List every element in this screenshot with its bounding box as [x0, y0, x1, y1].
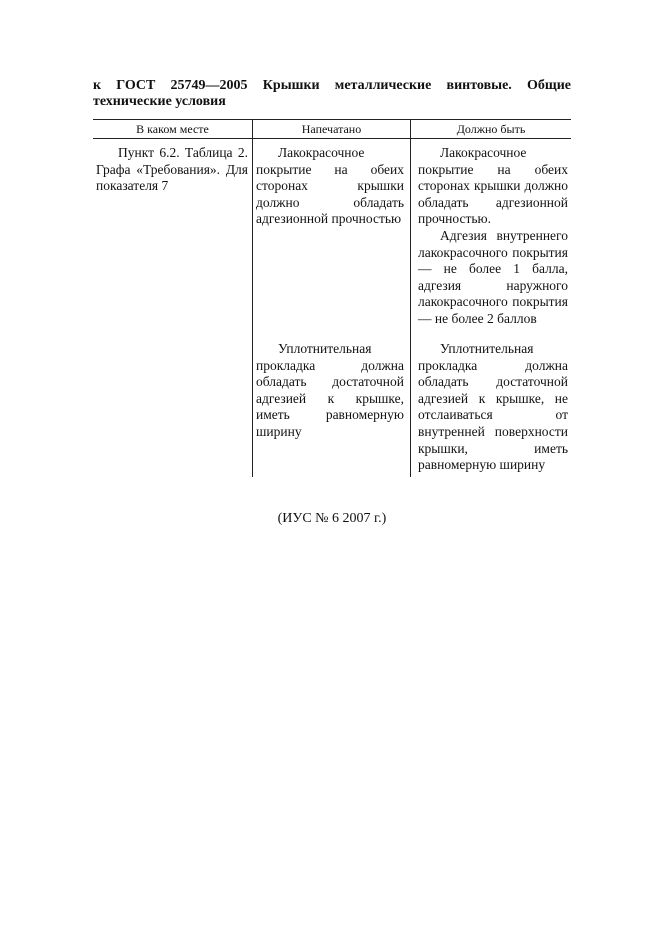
cell-printed-1: Лакокрасочное покрытие на обеих сторонах крышки должно обладать адгезионной прочностью	[256, 145, 404, 227]
table-top-rule	[93, 119, 571, 120]
cell-should-be-3: Уплотнительная прокладка должна обладать достаточной адгезией к крышке, не отслаиваться от внутренней поверхности крышки, иметь равномерную ширину	[418, 341, 568, 473]
header-should-be: Должно быть	[456, 122, 526, 136]
table-header-rule	[93, 138, 571, 139]
column-divider-1	[252, 119, 253, 477]
footer-note: (ИУС № 6 2007 г.)	[277, 511, 387, 526]
header-location: В каком месте	[136, 122, 209, 136]
cell-location: Пункт 6.2. Таблица 2. Графа «Требования». Для показателя 7	[96, 145, 248, 194]
column-divider-2	[410, 119, 411, 477]
cell-printed-2: Уплотнительная прокладка должна обладать достаточной адгезией к крышке, иметь равномерную ширину	[256, 341, 404, 439]
cell-should-be-1: Лакокрасочное покрытие на обеих сторонах крышки должно обладать адгезионной прочностью.	[418, 145, 568, 227]
header-printed: Напечатано	[301, 122, 362, 136]
cell-should-be-2: Адгезия внутреннего лакокрасочного покрытия — не более 1 балла, адгезия наружного лакокрасочного покрытия — не более 2 баллов	[418, 228, 568, 326]
document-title: к ГОСТ 25749—2005 Крышки металлические винтовые. Общие технические условия	[93, 78, 571, 109]
